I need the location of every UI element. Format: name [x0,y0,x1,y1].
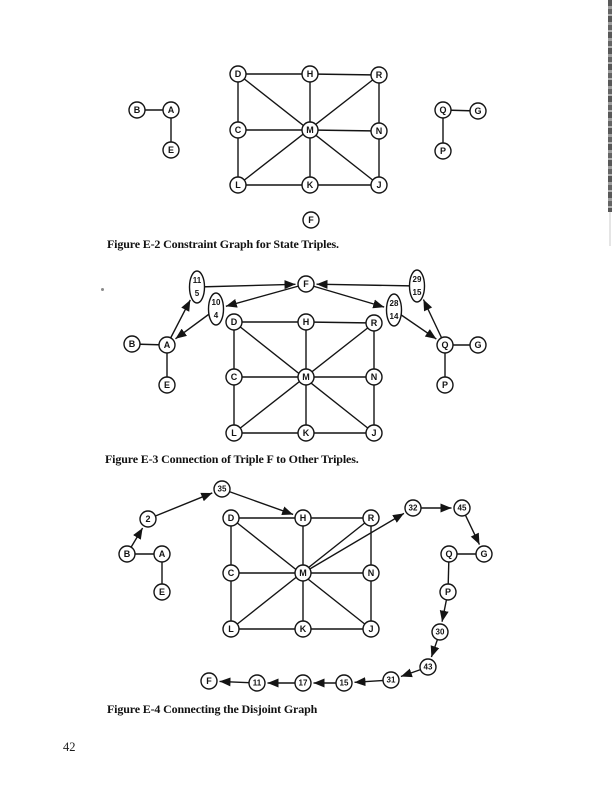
figure-e4-node-Q-label: Q [445,549,453,559]
figure-e2-node-J-label: J [376,180,382,190]
figure-e3-node-Q-label: Q [441,340,449,350]
figure-e2-node-M-label: M [306,125,314,135]
figure-e4-node-J-label: J [368,624,374,634]
figure-e3-edge-F-t28-14 [306,284,384,307]
figure-e4-node-D-label: D [227,513,235,523]
figure-e3-node-F-label: F [303,279,309,289]
figure-e4-node-M-label: M [299,568,307,578]
figure-e4-node-K-label: K [299,624,307,634]
figure-e2-node-G-label: G [474,106,482,116]
figure-e2-node-B-label: B [133,105,141,115]
figure-e4 [119,481,492,691]
figure-e3-edge-H-R [306,322,374,323]
figure-e2-node-R-label: R [375,70,383,80]
figure-e3-node-M-label: M [302,372,310,382]
figure-e3-node-t10-4-label: 10 [211,298,221,307]
figure-e4-node-F-label: F [206,676,212,686]
figure-e2-node-E-label: E [167,145,175,155]
figure-e3-edge-t29-15-F [316,284,417,286]
figure-e4-edge-n2-n35 [148,493,212,519]
figure-e4-node-n2-label: 2 [145,514,151,524]
figure-e2-caption: Figure E-2 Constraint Graph for State Triples. [107,237,339,251]
figure-e2-node-C-label: C [234,125,242,135]
figure-e3-node-N-label: N [370,372,378,382]
figure-e3-node-H-label: H [302,317,310,327]
figure-e3-edge-t11-5-F [197,284,296,287]
figure-e2 [129,66,486,228]
figure-e2-node-F-label: F [308,215,314,225]
figure-e4-node-C-label: C [227,568,235,578]
figure-e2-node-Q-label: Q [439,105,447,115]
figure-e4-caption: Figure E-4 Connecting the Disjoint Graph [107,702,318,716]
figure-e4-node-R-label: R [367,513,375,523]
figure-e4-edge-M-n32 [303,513,404,573]
figure-e3-node-R-label: R [370,318,378,328]
scan-edge-artifact-faint [609,212,611,246]
figure-e3-node-t29-15-label: 15 [412,288,422,297]
figure-e3-node-t28-14-label: 28 [389,299,399,308]
figure-e3-node-t28-14-label: 14 [389,312,399,321]
figure-e3-node-t11-5-label: 5 [194,289,200,298]
figure-e3-node-C-label: C [230,372,238,382]
figure-e2-node-H-label: H [306,69,314,79]
figure-e4-node-L-label: L [228,624,234,634]
figure-e3 [124,270,486,441]
figure-e3-node-K-label: K [302,428,310,438]
figure-e2-node-L-label: L [235,180,241,190]
figure-e4-node-n30-label: 30 [435,627,445,637]
scan-speck [101,288,104,291]
figure-e3-caption: Figure E-3 Connection of Triple F to Other Triples. [105,452,359,466]
figure-e2-node-K-label: K [306,180,314,190]
figure-e4-node-N-label: N [367,568,375,578]
figure-e4-node-B-label: B [123,549,131,559]
figure-e3-edge-F-t10-4 [226,284,306,306]
figure-e3-node-J-label: J [371,428,377,438]
figure-e2-edge-M-N [310,130,379,131]
figure-e3-node-t29-15-label: 29 [412,275,422,284]
figure-e4-node-n15-label: 15 [339,678,349,688]
figure-e3-node-D-label: D [230,317,238,327]
figure-e3-node-L-label: L [231,428,237,438]
figure-e3-node-G-label: G [474,340,482,350]
figure-e3-node-E-label: E [163,380,171,390]
figure-e3-node-A-label: A [163,340,171,350]
figure-e4-node-n43-label: 43 [423,662,433,672]
figure-e3-node-t10-4-label: 4 [213,311,219,320]
figure-e4-node-H-label: H [299,513,307,523]
figure-e3-node-P-label: P [441,380,449,390]
figure-e4-node-P-label: P [444,587,452,597]
figure-e4-node-A-label: A [158,549,166,559]
figure-e2-node-D-label: D [234,69,242,79]
figure-e3-node-t11-5-label: 11 [192,276,202,285]
figure-e4-node-n32-label: 32 [408,503,418,513]
figure-e2-node-A-label: A [167,105,175,115]
figure-e2-edge-H-R [310,74,379,75]
scan-edge-artifact [608,0,612,212]
figure-e4-node-n11-label: 11 [252,678,262,688]
figure-e4-node-n31-label: 31 [386,675,396,685]
figure-e3-node-B-label: B [128,339,136,349]
figure-e2-node-P-label: P [439,146,447,156]
figure-e4-node-n17-label: 17 [298,678,308,688]
figure-e4-node-E-label: E [158,587,166,597]
figure-e4-node-G-label: G [480,549,488,559]
page-number: 42 [63,740,76,754]
figure-e2-node-N-label: N [375,126,383,136]
figure-e4-node-n45-label: 45 [457,503,467,513]
figure-e4-node-n35-label: 35 [217,484,227,494]
